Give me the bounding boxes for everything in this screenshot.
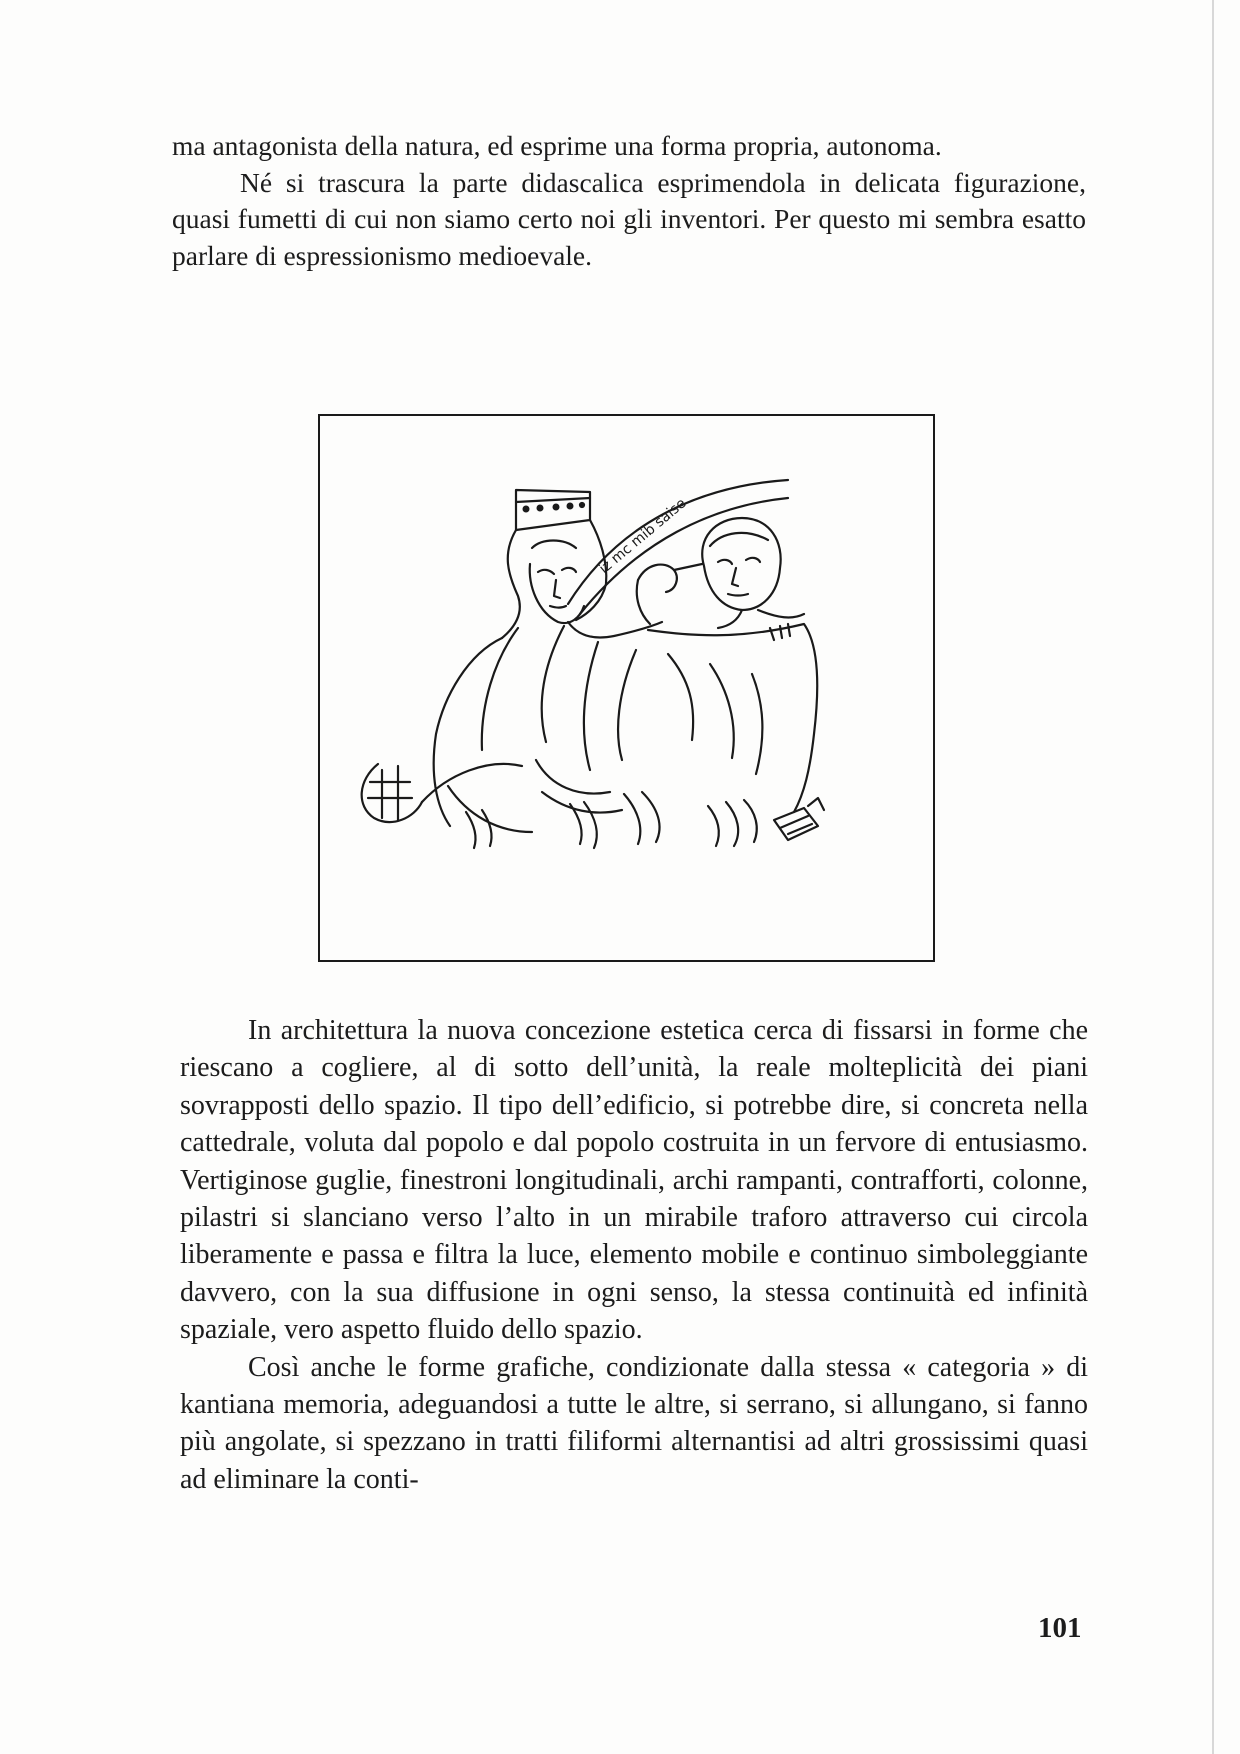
paragraph-didascalica: Né si trascura la parte didascalica esprimendola in delicata figurazione, quasi fumetti di cui non siamo certo noi gli inventori. Per questo mi sembra esatto parlare di espressionismo medioevale. xyxy=(172,166,1086,271)
paragraph-forme-grafiche: Così anche le forme grafiche, condizionate dalla stessa « categoria » di kantiana memoria, adeguandosi a tutte le altre, si serrano, si allungano, si fanno più angolate, si spezzano in tratti filiformi alternantisi ad altri grossissimi quasi ad eliminare la conti- xyxy=(180,1351,1088,1495)
paragraph-continuation: ma antagonista della natura, ed esprime una forma propria, autonoma. xyxy=(172,130,942,161)
mother-robe xyxy=(434,638,502,826)
page-number: 101 xyxy=(1038,1612,1082,1644)
page-edge-shadow xyxy=(1212,0,1214,1754)
top-text-block xyxy=(172,128,1086,274)
medieval-illustration xyxy=(318,414,935,962)
illustration-drawing xyxy=(318,414,935,962)
paragraph-architettura: In architettura la nuova concezione estetica cerca di fissarsi in forme che riescano a cogliere, al di sotto dell’unità, la reale molteplicità dei piani sovrapposti dello spazio. Il tipo dell’edificio, si potrebbe dire, si concreta nella cattedrale, voluta dal popolo e dal popolo costruita in un fervore di entusiasmo. Vertiginose guglie, finestroni longitudinali, archi rampanti, contrafforti, colonne, pilastri si slanciano verso l’alto in un mirabile traforo attraverso cui circola liberamente e passa e filtra la luce, elemento mobile e continuo simboleggiante davvero, con la sua diffusione in ogni senso, la stessa continuità ed infinità spaziale, vero aspetto fluido dello spazio. xyxy=(180,1015,1088,1346)
child-hand xyxy=(638,565,677,592)
bottom-text-block xyxy=(180,1012,1088,1498)
scroll-inscription: iz mc mib saise xyxy=(596,495,690,578)
mother-veil xyxy=(502,530,520,638)
